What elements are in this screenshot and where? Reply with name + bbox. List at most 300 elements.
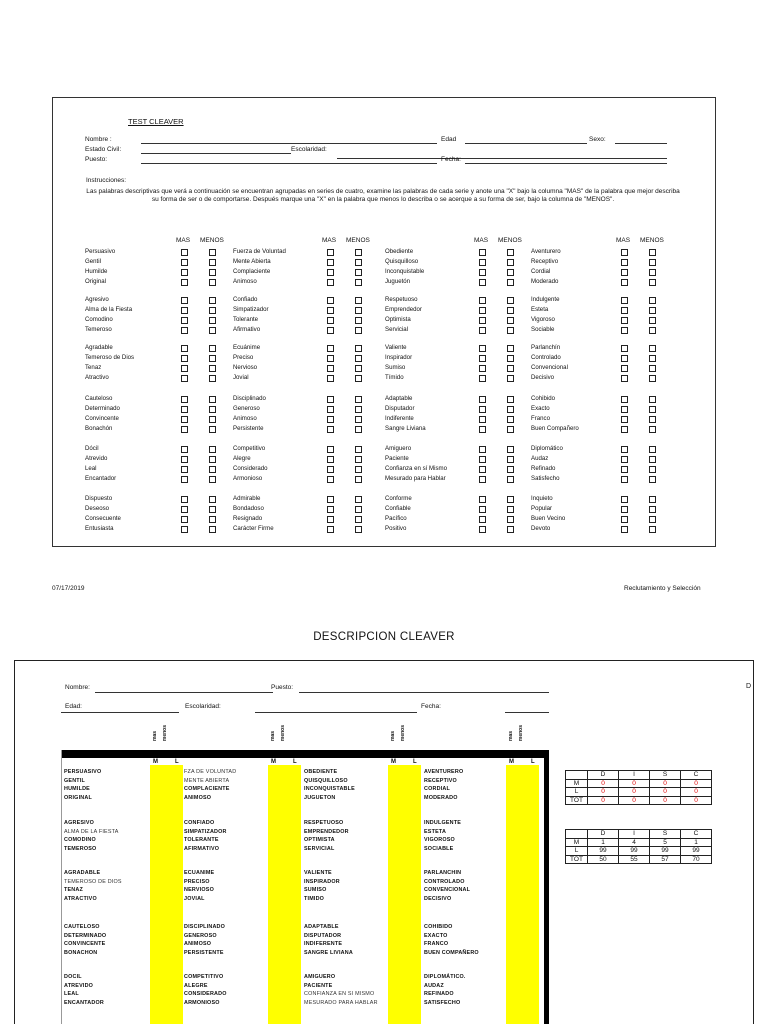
mas-checkbox[interactable]: [479, 327, 486, 334]
mas-checkbox[interactable]: [327, 516, 334, 523]
mas-checkbox[interactable]: [621, 526, 628, 533]
description-word: DIPLOMÁTICO.: [424, 974, 466, 980]
menos-checkbox[interactable]: [209, 279, 216, 286]
menos-checkbox[interactable]: [507, 365, 514, 372]
mas-header: MAS: [176, 237, 191, 244]
mas-checkbox[interactable]: [621, 396, 628, 403]
description-word: MODERADO: [424, 794, 458, 801]
answer-column[interactable]: [150, 765, 183, 1024]
mas-checkbox[interactable]: [621, 355, 628, 362]
word-label: Aventurero: [531, 248, 561, 255]
menos-checkbox[interactable]: [649, 396, 656, 403]
mas-checkbox[interactable]: [327, 416, 334, 423]
description-word: AVENTURERO: [424, 769, 464, 775]
mas-checkbox[interactable]: [327, 259, 334, 266]
desc-edad-field[interactable]: [61, 712, 179, 713]
mas-checkbox[interactable]: [479, 456, 486, 463]
mas-checkbox[interactable]: [621, 297, 628, 304]
menos-checkbox[interactable]: [355, 375, 362, 382]
description-grid: [61, 750, 549, 1024]
menos-checkbox[interactable]: [649, 249, 656, 256]
footer-date: 07/17/2019: [52, 585, 85, 592]
description-word: AGRESIVO: [64, 820, 95, 826]
mas-checkbox[interactable]: [621, 375, 628, 382]
mas-checkbox[interactable]: [479, 307, 486, 314]
menos-checkbox[interactable]: [649, 506, 656, 513]
sexo-label: Sexo:: [589, 136, 606, 143]
description-word: TENAZ: [64, 887, 83, 894]
description-word: EMPRENDEDOR: [304, 828, 349, 835]
desc-fecha-field[interactable]: [505, 712, 549, 713]
menos-checkbox[interactable]: [507, 279, 514, 286]
desc-escolaridad-field[interactable]: [255, 712, 417, 713]
description-word: SANGRE LIVIANA: [304, 949, 353, 956]
menos-checkbox[interactable]: [355, 279, 362, 286]
table-cell: 70: [681, 855, 712, 864]
menos-checkbox[interactable]: [507, 327, 514, 334]
menos-checkbox[interactable]: [355, 416, 362, 423]
menos-checkbox[interactable]: [507, 297, 514, 304]
menos-checkbox[interactable]: [355, 345, 362, 352]
menos-checkbox[interactable]: [209, 406, 216, 413]
mas-checkbox[interactable]: [621, 279, 628, 286]
mas-checkbox[interactable]: [479, 396, 486, 403]
mas-checkbox[interactable]: [327, 317, 334, 324]
word-label: Alma de la Fiesta: [85, 306, 133, 313]
menos-checkbox[interactable]: [507, 496, 514, 503]
word-label: Animoso: [233, 278, 257, 285]
menos-checkbox[interactable]: [649, 466, 656, 473]
table-cell: 0: [588, 779, 619, 788]
menos-checkbox[interactable]: [209, 476, 216, 483]
description-word: COMODINO: [64, 837, 96, 844]
word-label: Juguetón: [385, 278, 411, 285]
mas-checkbox[interactable]: [327, 249, 334, 256]
menos-checkbox[interactable]: [649, 365, 656, 372]
mas-checkbox[interactable]: [327, 279, 334, 286]
word-label: Disputador: [385, 405, 415, 412]
menos-checkbox[interactable]: [209, 456, 216, 463]
mas-checkbox[interactable]: [479, 279, 486, 286]
menos-checkbox[interactable]: [507, 269, 514, 276]
menos-checkbox[interactable]: [355, 506, 362, 513]
escolaridad-field[interactable]: [337, 158, 667, 159]
menos-checkbox[interactable]: [209, 516, 216, 523]
desc-puesto-label: Puesto:: [271, 684, 294, 691]
menos-checkbox[interactable]: [507, 516, 514, 523]
table-header: S: [650, 771, 681, 780]
mas-checkbox[interactable]: [479, 526, 486, 533]
desc-puesto-field[interactable]: [299, 692, 549, 693]
mas-checkbox[interactable]: [479, 249, 486, 256]
menos-checkbox[interactable]: [507, 416, 514, 423]
word-label: Determinado: [85, 405, 120, 412]
word-label: Disciplinado: [233, 395, 266, 402]
menos-checkbox[interactable]: [507, 526, 514, 533]
menos-vertical-label: menos: [280, 725, 286, 742]
menos-checkbox[interactable]: [355, 249, 362, 256]
mas-checkbox[interactable]: [181, 466, 188, 473]
word-label: Temeroso de Dios: [85, 354, 135, 361]
menos-checkbox[interactable]: [649, 259, 656, 266]
table-row: [566, 847, 712, 856]
answer-column[interactable]: [268, 765, 301, 1024]
word-label: Buen Vecino: [531, 515, 566, 522]
description-word: ATRACTIVO: [64, 895, 97, 902]
menos-checkbox[interactable]: [355, 476, 362, 483]
mas-checkbox[interactable]: [327, 496, 334, 503]
menos-checkbox[interactable]: [507, 476, 514, 483]
mas-checkbox[interactable]: [327, 446, 334, 453]
description-word: ENCANTADOR: [64, 999, 104, 1006]
description-word: INCONQUISTABLE: [304, 786, 355, 793]
mas-checkbox[interactable]: [181, 345, 188, 352]
word-label: Agradable: [85, 344, 113, 351]
menos-checkbox[interactable]: [209, 355, 216, 362]
menos-checkbox[interactable]: [355, 317, 362, 324]
description-word: MESURADO PARA HABLAR: [304, 999, 378, 1006]
menos-checkbox[interactable]: [507, 317, 514, 324]
mas-checkbox[interactable]: [327, 269, 334, 276]
desc-nombre-field[interactable]: [95, 692, 273, 693]
word-label: Adaptable: [385, 395, 413, 402]
mas-checkbox[interactable]: [479, 355, 486, 362]
mas-checkbox[interactable]: [479, 466, 486, 473]
description-word: JUGUETON: [304, 794, 336, 801]
mas-checkbox[interactable]: [621, 466, 628, 473]
menos-checkbox[interactable]: [507, 456, 514, 463]
mas-checkbox[interactable]: [621, 516, 628, 523]
mas-checkbox[interactable]: [181, 516, 188, 523]
mas-checkbox[interactable]: [181, 406, 188, 413]
word-label: Comodino: [85, 316, 113, 323]
menos-checkbox[interactable]: [209, 526, 216, 533]
mas-checkbox[interactable]: [479, 416, 486, 423]
description-word: AMIGUERO: [304, 974, 336, 980]
mas-checkbox[interactable]: [181, 365, 188, 372]
mas-checkbox[interactable]: [181, 446, 188, 453]
word-label: Admirable: [233, 495, 261, 502]
table-header: D: [588, 830, 619, 839]
word-label: Quisquilloso: [385, 258, 419, 265]
word-label: Positivo: [385, 525, 407, 532]
menos-checkbox[interactable]: [355, 456, 362, 463]
answer-column[interactable]: [388, 765, 421, 1024]
mas-checkbox[interactable]: [327, 297, 334, 304]
menos-checkbox[interactable]: [507, 355, 514, 362]
mas-checkbox[interactable]: [621, 365, 628, 372]
menos-checkbox[interactable]: [209, 269, 216, 276]
word-label: Alegre: [233, 455, 251, 462]
mas-checkbox[interactable]: [181, 526, 188, 533]
word-label: Esteta: [531, 306, 549, 313]
mas-checkbox[interactable]: [621, 317, 628, 324]
menos-checkbox[interactable]: [649, 416, 656, 423]
mas-checkbox[interactable]: [327, 355, 334, 362]
mas-checkbox[interactable]: [621, 426, 628, 433]
word-label: Entusiasta: [85, 525, 114, 532]
description-word: PERSISTENTE: [184, 949, 224, 956]
description-word: COMPLACIENTE: [184, 786, 230, 793]
mas-header: MAS: [474, 237, 489, 244]
menos-checkbox[interactable]: [649, 297, 656, 304]
mas-checkbox[interactable]: [327, 466, 334, 473]
menos-checkbox[interactable]: [507, 506, 514, 513]
menos-checkbox[interactable]: [355, 496, 362, 503]
menos-checkbox[interactable]: [209, 317, 216, 324]
nombre-label: Nombre :: [85, 136, 112, 143]
menos-checkbox[interactable]: [209, 249, 216, 256]
menos-checkbox[interactable]: [355, 526, 362, 533]
word-label: Animoso: [233, 415, 257, 422]
sexo-field[interactable]: [615, 143, 667, 144]
mas-checkbox[interactable]: [181, 456, 188, 463]
mas-checkbox[interactable]: [621, 345, 628, 352]
description-word: ATREVIDO: [64, 982, 94, 989]
table-cell: 0: [588, 796, 619, 805]
menos-checkbox[interactable]: [507, 375, 514, 382]
table-row: [566, 796, 712, 805]
menos-checkbox[interactable]: [355, 355, 362, 362]
mas-checkbox[interactable]: [181, 355, 188, 362]
mas-checkbox[interactable]: [181, 426, 188, 433]
answer-column[interactable]: [506, 765, 539, 1024]
mas-checkbox[interactable]: [479, 496, 486, 503]
description-word: INDIFERENTE: [304, 941, 343, 948]
menos-checkbox[interactable]: [649, 345, 656, 352]
menos-checkbox[interactable]: [209, 375, 216, 382]
mas-checkbox[interactable]: [327, 327, 334, 334]
menos-checkbox[interactable]: [209, 307, 216, 314]
menos-checkbox[interactable]: [649, 426, 656, 433]
menos-checkbox[interactable]: [209, 297, 216, 304]
menos-checkbox[interactable]: [507, 466, 514, 473]
menos-checkbox[interactable]: [209, 327, 216, 334]
description-word: VIGOROSO: [424, 837, 455, 844]
mas-checkbox[interactable]: [479, 365, 486, 372]
word-label: Servicial: [385, 326, 409, 333]
menos-checkbox[interactable]: [649, 446, 656, 453]
mas-checkbox[interactable]: [181, 396, 188, 403]
menos-checkbox[interactable]: [355, 269, 362, 276]
word-label: Humilde: [85, 268, 108, 275]
menos-checkbox[interactable]: [355, 297, 362, 304]
estado-civil-field[interactable]: [141, 153, 291, 154]
mas-checkbox[interactable]: [181, 317, 188, 324]
mas-checkbox[interactable]: [621, 456, 628, 463]
mas-checkbox[interactable]: [621, 249, 628, 256]
menos-checkbox[interactable]: [649, 406, 656, 413]
nombre-field[interactable]: [141, 143, 437, 144]
menos-checkbox[interactable]: [507, 345, 514, 352]
description-word: TEMEROSO DE DIOS: [64, 878, 122, 885]
edad-field[interactable]: [465, 143, 587, 144]
menos-checkbox[interactable]: [507, 307, 514, 314]
description-word: DECISIVO: [424, 895, 452, 902]
menos-checkbox[interactable]: [209, 496, 216, 503]
mas-checkbox[interactable]: [479, 259, 486, 266]
mas-checkbox[interactable]: [479, 516, 486, 523]
mas-checkbox[interactable]: [621, 416, 628, 423]
instructions-label: Instrucciones:: [86, 177, 127, 184]
mas-checkbox[interactable]: [327, 456, 334, 463]
mas-checkbox[interactable]: [327, 307, 334, 314]
word-label: Controlado: [531, 354, 561, 361]
word-label: Preciso: [233, 354, 254, 361]
mas-checkbox[interactable]: [621, 496, 628, 503]
mas-checkbox[interactable]: [327, 526, 334, 533]
mas-checkbox[interactable]: [181, 259, 188, 266]
menos-checkbox[interactable]: [355, 259, 362, 266]
menos-checkbox[interactable]: [649, 279, 656, 286]
mas-checkbox[interactable]: [479, 269, 486, 276]
mas-checkbox[interactable]: [181, 506, 188, 513]
description-word: HUMILDE: [64, 786, 90, 793]
word-label: Fuerza de Voluntad: [233, 248, 286, 255]
menos-checkbox[interactable]: [209, 466, 216, 473]
mas-checkbox[interactable]: [479, 317, 486, 324]
menos-checkbox[interactable]: [507, 249, 514, 256]
row-label: L: [566, 847, 588, 856]
mas-checkbox[interactable]: [181, 476, 188, 483]
description-word: CONVENCIONAL: [424, 887, 471, 894]
description-word: AGRADABLE: [64, 870, 101, 876]
mas-checkbox[interactable]: [181, 279, 188, 286]
menos-checkbox[interactable]: [209, 416, 216, 423]
menos-checkbox[interactable]: [507, 259, 514, 266]
mas-checkbox[interactable]: [621, 506, 628, 513]
menos-header: MENOS: [200, 237, 224, 244]
menos-checkbox[interactable]: [355, 516, 362, 523]
mas-checkbox[interactable]: [327, 396, 334, 403]
mas-checkbox[interactable]: [479, 406, 486, 413]
menos-vertical-label: menos: [400, 725, 406, 742]
table-cell: 0: [650, 779, 681, 788]
menos-checkbox[interactable]: [209, 365, 216, 372]
description-word: ORIGINAL: [64, 794, 92, 801]
mas-checkbox[interactable]: [479, 476, 486, 483]
menos-checkbox[interactable]: [209, 446, 216, 453]
menos-checkbox[interactable]: [355, 466, 362, 473]
mas-checkbox[interactable]: [479, 297, 486, 304]
mas-checkbox[interactable]: [181, 327, 188, 334]
word-label: Emprendedor: [385, 306, 422, 313]
word-label: Cohibido: [531, 395, 556, 402]
mas-checkbox[interactable]: [327, 426, 334, 433]
mas-checkbox[interactable]: [327, 375, 334, 382]
description-word: FRANCO: [424, 941, 449, 948]
menos-checkbox[interactable]: [649, 375, 656, 382]
mas-checkbox[interactable]: [621, 269, 628, 276]
menos-checkbox[interactable]: [649, 526, 656, 533]
word-label: Decisivo: [531, 374, 555, 381]
menos-checkbox[interactable]: [355, 426, 362, 433]
menos-checkbox[interactable]: [649, 516, 656, 523]
menos-checkbox[interactable]: [649, 327, 656, 334]
word-label: Respetuoso: [385, 296, 418, 303]
menos-checkbox[interactable]: [209, 426, 216, 433]
description-word: OPTIMISTA: [304, 837, 335, 844]
menos-checkbox[interactable]: [209, 259, 216, 266]
menos-checkbox[interactable]: [649, 317, 656, 324]
mas-checkbox[interactable]: [181, 416, 188, 423]
description-word: FZA DE VOLUNTAD: [184, 769, 237, 775]
mas-checkbox[interactable]: [621, 327, 628, 334]
menos-checkbox[interactable]: [649, 476, 656, 483]
word-label: Sangre Liviana: [385, 425, 426, 432]
mas-checkbox[interactable]: [621, 446, 628, 453]
menos-checkbox[interactable]: [649, 496, 656, 503]
menos-checkbox[interactable]: [649, 355, 656, 362]
word-label: Diplomático: [531, 445, 563, 452]
menos-checkbox[interactable]: [649, 269, 656, 276]
menos-checkbox[interactable]: [355, 327, 362, 334]
mas-checkbox[interactable]: [621, 259, 628, 266]
word-label: Persistente: [233, 425, 264, 432]
menos-checkbox[interactable]: [209, 396, 216, 403]
mas-checkbox[interactable]: [181, 496, 188, 503]
menos-checkbox[interactable]: [209, 506, 216, 513]
menos-checkbox[interactable]: [507, 446, 514, 453]
mas-checkbox[interactable]: [327, 476, 334, 483]
menos-checkbox[interactable]: [649, 456, 656, 463]
menos-checkbox[interactable]: [355, 307, 362, 314]
mas-checkbox[interactable]: [327, 345, 334, 352]
word-label: Ecuánime: [233, 344, 261, 351]
mas-checkbox[interactable]: [181, 375, 188, 382]
mas-checkbox[interactable]: [621, 406, 628, 413]
menos-checkbox[interactable]: [355, 446, 362, 453]
mas-checkbox[interactable]: [479, 426, 486, 433]
description-word: SOCIABLE: [424, 845, 454, 852]
menos-checkbox[interactable]: [507, 426, 514, 433]
menos-checkbox[interactable]: [355, 406, 362, 413]
mas-checkbox[interactable]: [181, 297, 188, 304]
mas-checkbox[interactable]: [621, 307, 628, 314]
word-label: Gentil: [85, 258, 101, 265]
menos-checkbox[interactable]: [355, 365, 362, 372]
menos-checkbox[interactable]: [209, 345, 216, 352]
description-word: TOLERANTE: [184, 837, 219, 844]
mas-checkbox[interactable]: [327, 506, 334, 513]
mas-checkbox[interactable]: [479, 375, 486, 382]
mas-checkbox[interactable]: [181, 269, 188, 276]
table-header: C: [681, 771, 712, 780]
table-row: [566, 855, 712, 864]
table-cell: 57: [650, 855, 681, 864]
fecha-field[interactable]: [465, 163, 667, 164]
mas-checkbox[interactable]: [479, 446, 486, 453]
word-label: Atractivo: [85, 374, 109, 381]
mas-checkbox[interactable]: [327, 406, 334, 413]
menos-checkbox[interactable]: [507, 406, 514, 413]
menos-checkbox[interactable]: [507, 396, 514, 403]
table-cell: 0: [681, 796, 712, 805]
mas-checkbox[interactable]: [327, 365, 334, 372]
puesto-field[interactable]: [141, 163, 437, 164]
table-header: I: [619, 830, 650, 839]
word-label: Complaciente: [233, 268, 271, 275]
mas-checkbox[interactable]: [181, 307, 188, 314]
mas-checkbox[interactable]: [181, 249, 188, 256]
mas-checkbox[interactable]: [479, 345, 486, 352]
word-label: Convencional: [531, 364, 568, 371]
menos-checkbox[interactable]: [649, 307, 656, 314]
mas-checkbox[interactable]: [621, 476, 628, 483]
word-label: Sociable: [531, 326, 555, 333]
mas-checkbox[interactable]: [479, 506, 486, 513]
menos-checkbox[interactable]: [355, 396, 362, 403]
